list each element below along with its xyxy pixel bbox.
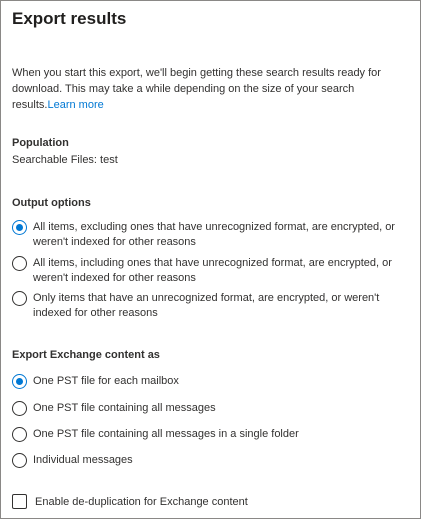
exchange-option-label: One PST file containing all messages xyxy=(33,402,216,414)
output-option-label: All items, excluding ones that have unrecognized format, are encrypted, or weren't indexed for other reasons xyxy=(33,221,395,248)
dedup-checkbox-row[interactable] xyxy=(12,494,248,509)
dedup-label: Enable de-duplication for Exchange content xyxy=(35,495,248,508)
exchange-heading: Export Exchange content as xyxy=(12,349,160,361)
dedup-checkbox[interactable] xyxy=(12,494,27,509)
exchange-option-per-mailbox[interactable] xyxy=(12,374,416,389)
exchange-option-individual[interactable] xyxy=(12,453,416,468)
radio-icon[interactable] xyxy=(12,427,27,442)
output-option-excluding[interactable] xyxy=(12,220,416,250)
description-text: When you start this export, we'll begin getting these search results ready for download. This may take a while depending on the size of your search results. xyxy=(12,67,381,111)
exchange-option-label: Individual messages xyxy=(33,454,133,466)
radio-selected-icon[interactable] xyxy=(12,220,27,235)
exchange-option-label: One PST file for each mailbox xyxy=(33,375,179,387)
radio-icon[interactable] xyxy=(12,401,27,416)
output-options-heading: Output options xyxy=(12,197,91,209)
radio-icon[interactable] xyxy=(12,453,27,468)
exchange-option-all-messages[interactable] xyxy=(12,401,416,416)
radio-icon[interactable] xyxy=(12,256,27,271)
learn-more-link[interactable]: Learn more xyxy=(47,99,104,111)
exchange-option-single-folder[interactable] xyxy=(12,427,416,442)
population-value: Searchable Files: test xyxy=(12,154,118,166)
exchange-option-label: One PST file containing all messages in a single folder xyxy=(33,428,299,440)
output-option-label: All items, including ones that have unrecognized format, are encrypted, or weren't indexed for other reasons xyxy=(33,257,392,284)
population-heading: Population xyxy=(12,137,69,149)
output-option-only-unrecognized[interactable] xyxy=(12,291,416,321)
output-option-including[interactable] xyxy=(12,256,416,286)
radio-selected-icon[interactable] xyxy=(12,374,27,389)
radio-icon[interactable] xyxy=(12,291,27,306)
output-option-label: Only items that have an unrecognized format, are encrypted, or weren't indexed for other reasons xyxy=(33,292,380,319)
panel-title: Export results xyxy=(12,9,127,28)
description xyxy=(12,65,414,113)
